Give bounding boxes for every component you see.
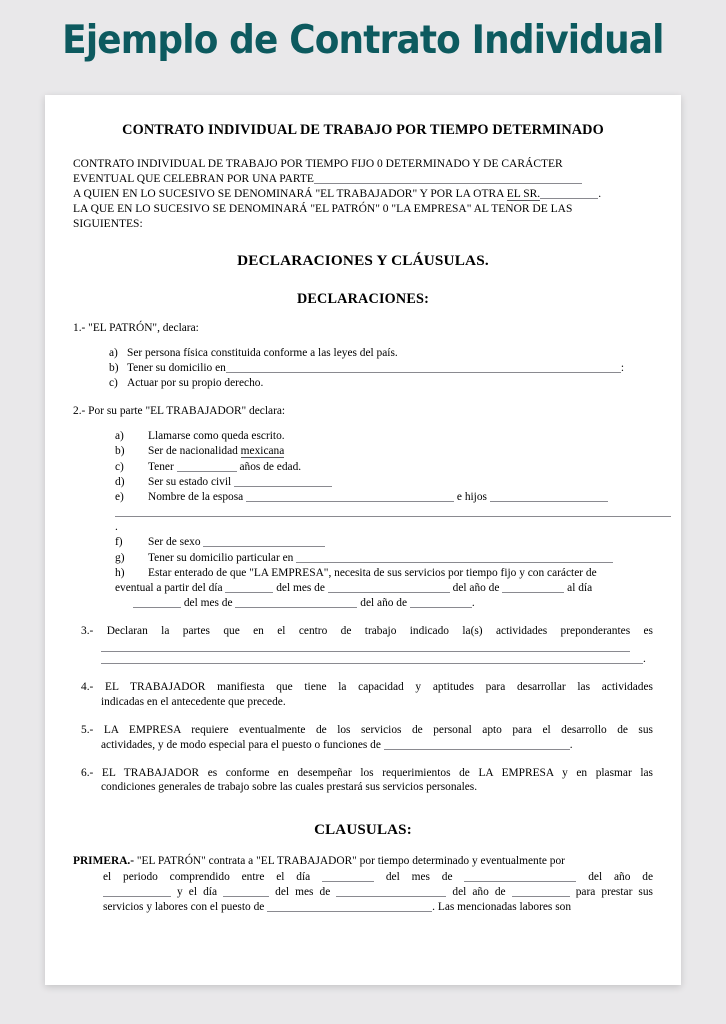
list-text: Ser su estado civil xyxy=(148,475,235,488)
heading-declaraciones-clausulas: DECLARACIONES Y CLÁUSULAS. xyxy=(237,251,489,269)
blank-domicilio-trabajador[interactable] xyxy=(296,551,613,562)
list-item-wrap: eventual a partir del día del mes de del año de al día xyxy=(115,581,593,594)
list-marker: f) xyxy=(115,536,123,549)
list-text: Ser de sexo xyxy=(148,536,204,549)
blank-mes-inicio[interactable] xyxy=(328,581,450,592)
list-marker: g) xyxy=(115,551,125,564)
heading-declaraciones: DECLARACIONES: xyxy=(296,291,430,307)
clausula-primera-body xyxy=(73,870,653,915)
declaracion-1-text: 1.- "EL PATRÓN", declara: xyxy=(73,322,199,335)
list-item xyxy=(115,444,653,459)
list-item xyxy=(115,535,653,550)
list-text-post: años de edad. xyxy=(236,460,302,473)
intro-paragraph xyxy=(73,157,653,232)
list-text: Nombre de la esposa xyxy=(148,490,247,503)
list-item-wrap xyxy=(115,505,653,535)
blank-hijos[interactable] xyxy=(490,490,608,501)
list-item xyxy=(115,551,653,566)
declaracion-5-line-1: 5.- LA EMPRESA requiere eventualmente de los servicios de personal apto para el desarrollo de sus xyxy=(81,723,653,736)
intro-line-3: A QUIEN EN LO SUCESIVO SE DENOMINARÁ "EL TRABAJADOR" Y POR LA OTRA EL SR. . xyxy=(73,187,602,200)
list-item-wrap-2: del mes de del año de . xyxy=(133,596,653,611)
declaracion-4-line-2: indicadas en el antecedente que precede. xyxy=(101,696,286,709)
list-marker: e) xyxy=(115,490,124,503)
blank-el-sr[interactable] xyxy=(540,187,598,199)
list-trailing: : xyxy=(620,362,625,375)
list-marker: a) xyxy=(109,347,118,359)
list-marker: c) xyxy=(109,377,118,390)
list-text: Tener su domicilio en xyxy=(127,362,226,375)
blank-sexo[interactable] xyxy=(203,536,325,547)
list-item xyxy=(109,361,653,376)
blank-primera-mes-fin[interactable] xyxy=(336,885,446,896)
blank-dia-inicio[interactable] xyxy=(225,581,273,592)
list-text: Ser de nacionalidad xyxy=(148,445,241,458)
clausula-primera-line-1: "EL PATRÓN" contrata a "EL TRABAJADOR" por tiempo determinado y eventualmente por xyxy=(134,855,565,868)
list-item xyxy=(109,346,653,361)
page-banner xyxy=(0,0,726,95)
list-text: Actuar por su propio derecho. xyxy=(127,377,264,390)
blank-primera-puesto[interactable] xyxy=(267,900,432,911)
list-item xyxy=(115,460,653,475)
clausula-primera-line-4: servicios y labores con el puesto de . Las mencionadas labores son xyxy=(103,900,572,913)
declaracion-4-line-1: 4.- EL TRABAJADOR manifiesta que tiene la capacidad y aptitudes para desarrollar las actividades xyxy=(81,681,653,694)
blank-puesto-funciones[interactable] xyxy=(384,738,570,749)
blank-primera-anio-inicio[interactable] xyxy=(103,885,171,896)
declaracion-6-line-1: 6.- EL TRABAJADOR es conforme en desempeñar los requerimientos de LA EMPRESA y en plasmar las xyxy=(81,766,653,779)
blank-actividades-1[interactable] xyxy=(101,641,630,652)
declaracion-4 xyxy=(73,680,653,710)
blank-edad[interactable] xyxy=(177,460,237,471)
list-marker: h) xyxy=(115,566,125,579)
heading-clausulas: CLAUSULAS: xyxy=(314,822,412,839)
blank-anio-fin[interactable] xyxy=(410,597,472,608)
clausula-primera-label: PRIMERA.- xyxy=(73,855,135,868)
nacionalidad-value: mexicana xyxy=(240,445,285,458)
intro-el-sr-underlined: EL SR. xyxy=(506,187,541,200)
list-text: Tener su domicilio particular en xyxy=(148,551,297,564)
declaracion-6-line-2: condiciones generales de trabajo sobre las cuales prestará sus servicios personales. xyxy=(101,781,478,794)
blank-party-name[interactable] xyxy=(314,172,582,184)
list-text: Estar enterado de que "LA EMPRESA", necesita de sus servicios por tiempo fijo y con carácter de xyxy=(148,566,597,579)
declaracion-3-blanks xyxy=(81,641,653,667)
list-wrap-period: . xyxy=(115,521,118,534)
document-sheet xyxy=(45,95,681,985)
list-item xyxy=(109,376,653,391)
blank-primera-anio-fin[interactable] xyxy=(512,885,570,896)
list-marker: d) xyxy=(115,475,125,488)
blank-actividades-2[interactable] xyxy=(101,653,643,664)
contract-document xyxy=(73,121,653,915)
list-marker: a) xyxy=(115,430,124,443)
blank-primera-mes-inicio[interactable] xyxy=(464,870,576,881)
clausula-primera-line-3: y el día del mes de del año de para prestar sus xyxy=(103,885,653,900)
list-item xyxy=(115,429,653,444)
list-item xyxy=(115,566,653,611)
intro-line-1: CONTRATO INDIVIDUAL DE TRABAJO POR TIEMPO FIJO 0 DETERMINADO Y DE CARÁCTER xyxy=(73,157,563,170)
list-text: Ser persona física constituida conforme a las leyes del país. xyxy=(127,347,398,359)
list-item xyxy=(115,490,653,535)
intro-line-2: EVENTUAL QUE CELEBRAN POR UNA PARTE xyxy=(73,172,653,187)
declaracion-6 xyxy=(73,766,653,796)
blank-mes-fin[interactable] xyxy=(235,597,357,608)
blank-primera-dia-fin[interactable] xyxy=(223,885,269,896)
list-marker: b) xyxy=(115,445,125,458)
blank-domicilio-patron[interactable] xyxy=(226,362,621,373)
declaracion-3 xyxy=(73,624,653,667)
declaracion-1-list xyxy=(73,346,653,391)
intro-line-5: SIGUIENTES: xyxy=(73,217,143,230)
list-text-mid: e hijos xyxy=(454,490,490,503)
page-title: Ejemplo de Contrato Individual xyxy=(62,18,664,63)
list-text: Tener xyxy=(148,460,177,473)
contract-heading: CONTRATO INDIVIDUAL DE TRABAJO POR TIEMPO DETERMINADO xyxy=(122,122,604,138)
blank-estado-civil[interactable] xyxy=(234,475,332,486)
list-marker: b) xyxy=(109,362,119,375)
blank-nombre-esposa[interactable] xyxy=(246,490,454,501)
clausula-primera-line-2: el periodo comprendido entre el día del mes de del año de xyxy=(103,870,654,883)
declaracion-3-period: . xyxy=(643,653,646,666)
intro-line-4: LA QUE EN LO SUCESIVO SE DENOMINARÁ "EL PATRÓN" 0 "LA EMPRESA" AL TENOR DE LAS xyxy=(73,202,573,215)
blank-primera-dia-inicio[interactable] xyxy=(322,870,374,881)
declaracion-2-text: 2.- Por su parte "EL TRABAJADOR" declara: xyxy=(73,405,286,418)
list-item xyxy=(115,475,653,490)
declaracion-3-text: 3.- Declaran la partes que en el centro de trabajo indicado la(s) actividades preponderantes es xyxy=(81,625,653,638)
clausula-primera xyxy=(73,854,653,915)
blank-hijos-cont[interactable] xyxy=(115,506,671,517)
blank-dia-fin[interactable] xyxy=(133,597,181,608)
list-text: Llamarse como queda escrito. xyxy=(148,430,285,443)
blank-anio-inicio[interactable] xyxy=(502,581,564,592)
declaracion-5-line-2: actividades, y de modo especial para el puesto o funciones de . xyxy=(101,738,573,751)
list-marker: c) xyxy=(115,460,124,473)
declaracion-2-list xyxy=(73,429,653,611)
declaracion-5 xyxy=(73,723,653,753)
